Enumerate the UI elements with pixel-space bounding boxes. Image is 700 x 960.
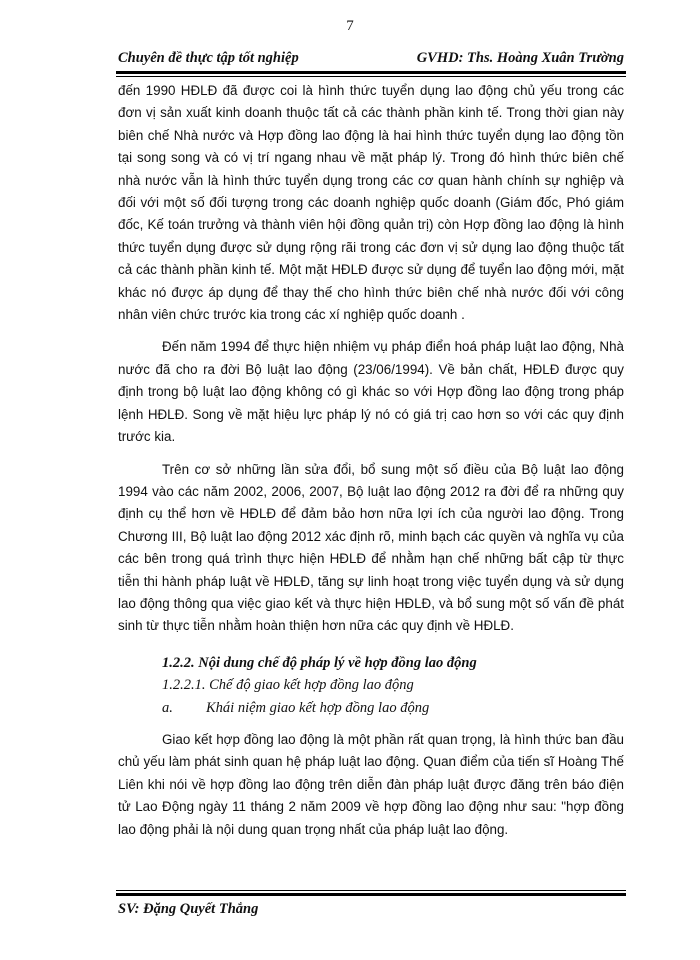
heading-text: Khái niệm giao kết hợp đồng lao động xyxy=(206,699,430,716)
page-number: 7 xyxy=(346,18,354,34)
subsection-heading: 1.2.2.1. Chế độ giao kết hợp đồng lao động xyxy=(162,677,414,694)
paragraph-4: Giao kết hợp đồng lao động là một phần rất quan trọng, là hình thức ban đầu chủ yếu làm phát sinh quan hệ pháp luật lao động. Quan điểm của tiến sĩ Hoàng Thế Liên khi nói về hợp đồng lao động trên diễn đàn pháp luật được đăng trên báo điện tử Lao Động ngày 11 tháng 2 năm 2009 về hợp đồng lao động như sau: "hợp đồng lao động phải là nội dung quan trọng nhất của pháp luật lao động. xyxy=(118,731,624,837)
header-advisor: GVHD: Ths. Hoàng Xuân Trường xyxy=(416,50,624,66)
sub-subsection-heading xyxy=(118,697,624,719)
footer-rule-thin xyxy=(116,890,626,891)
header-title: Chuyên đề thực tập tốt nghiệp xyxy=(118,50,299,66)
page-footer: SV: Đặng Quyết Thắng xyxy=(118,901,259,917)
paragraph-2: Đến năm 1994 để thực hiện nhiệm vụ pháp điển hoá pháp luật lao động, Nhà nước đã cho ra đời Bộ luật lao động (23/06/1994). Về bản chất, HĐLĐ được quy định trong bộ luật lao động không có gì khác so với Hợp đồng lao động trong pháp lệnh HĐLĐ. Song về mặt hiệu lực pháp lý nó có giá trị cao hơn so với các quy định trước kia. xyxy=(118,339,624,445)
section-heading: 1.2.2. Nội dung chế độ pháp lý về hợp đồng lao động xyxy=(162,654,477,671)
footer-rule-thick xyxy=(116,893,626,896)
paragraph-1: đến 1990 HĐLĐ đã được coi là hình thức tuyển dụng lao động chủ yếu trong các đơn vị sản xuất kinh doanh thuộc tất cả các thành phần kinh tế. Trong thời gian này biên chế Nhà nước và Hợp đồng lao động là hai hình thức tuyển dụng lao động tồn tại song song và có vị trí ngang nhau về mặt pháp lý. Trong đó hình thức biên chế nhà nước vẫn là hình thức tuyển dụng trong các cơ quan hành chính sự nghiệp và đối với một số đối tượng trong các doanh nghiệp quốc doanh (Giám đốc, Phó giám đốc, Kế toán trưởng và thành viên hội đồng quản trị) còn Hợp đồng lao động là hình thức tuyển dụng được sử dụng rộng rãi trong các đơn vị sử dụng lao động thuộc tất cả các thành phần kinh tế. Một mặt HĐLĐ được sử dụng để tuyển lao động mới, mặt khác nó được áp dụng để thay thế cho hình thức biên chế nhà nước đối với công nhân viên chức trước kia trong các xí nghiệp quốc doanh . xyxy=(118,83,624,323)
header-rule-thick xyxy=(116,71,626,74)
document-body xyxy=(118,80,624,841)
paragraph-3: Trên cơ sở những lần sửa đổi, bổ sung một số điều của Bộ luật lao động 1994 vào các năm 2002, 2006, 2007, Bộ luật lao động 2012 ra đời để ra những quy định cụ thể hơn về HĐLĐ để đảm bảo hơn nữa lợi ích của người lao động. Trong Chương III, Bộ luật lao động 2012 xác định rõ, minh bạch các quyền và nghĩa vụ của các bên trong quá trình thực hiện HĐLĐ để nhằm hạn chế những bất cập từ thực tiễn thi hành pháp luật về HĐLĐ, tăng sự linh hoạt trong việc tuyển dụng và sử dụng lao động thông qua việc giao kết và thực hiện HĐLĐ, và bổ sung một số vấn đề phát sinh từ thực tiễn nhằm hoàn thiện hơn nữa các quy định về HĐLĐ. xyxy=(118,461,624,634)
heading-marker: a. xyxy=(162,699,173,716)
header-rule-thin xyxy=(116,76,626,77)
page-header xyxy=(118,50,624,70)
